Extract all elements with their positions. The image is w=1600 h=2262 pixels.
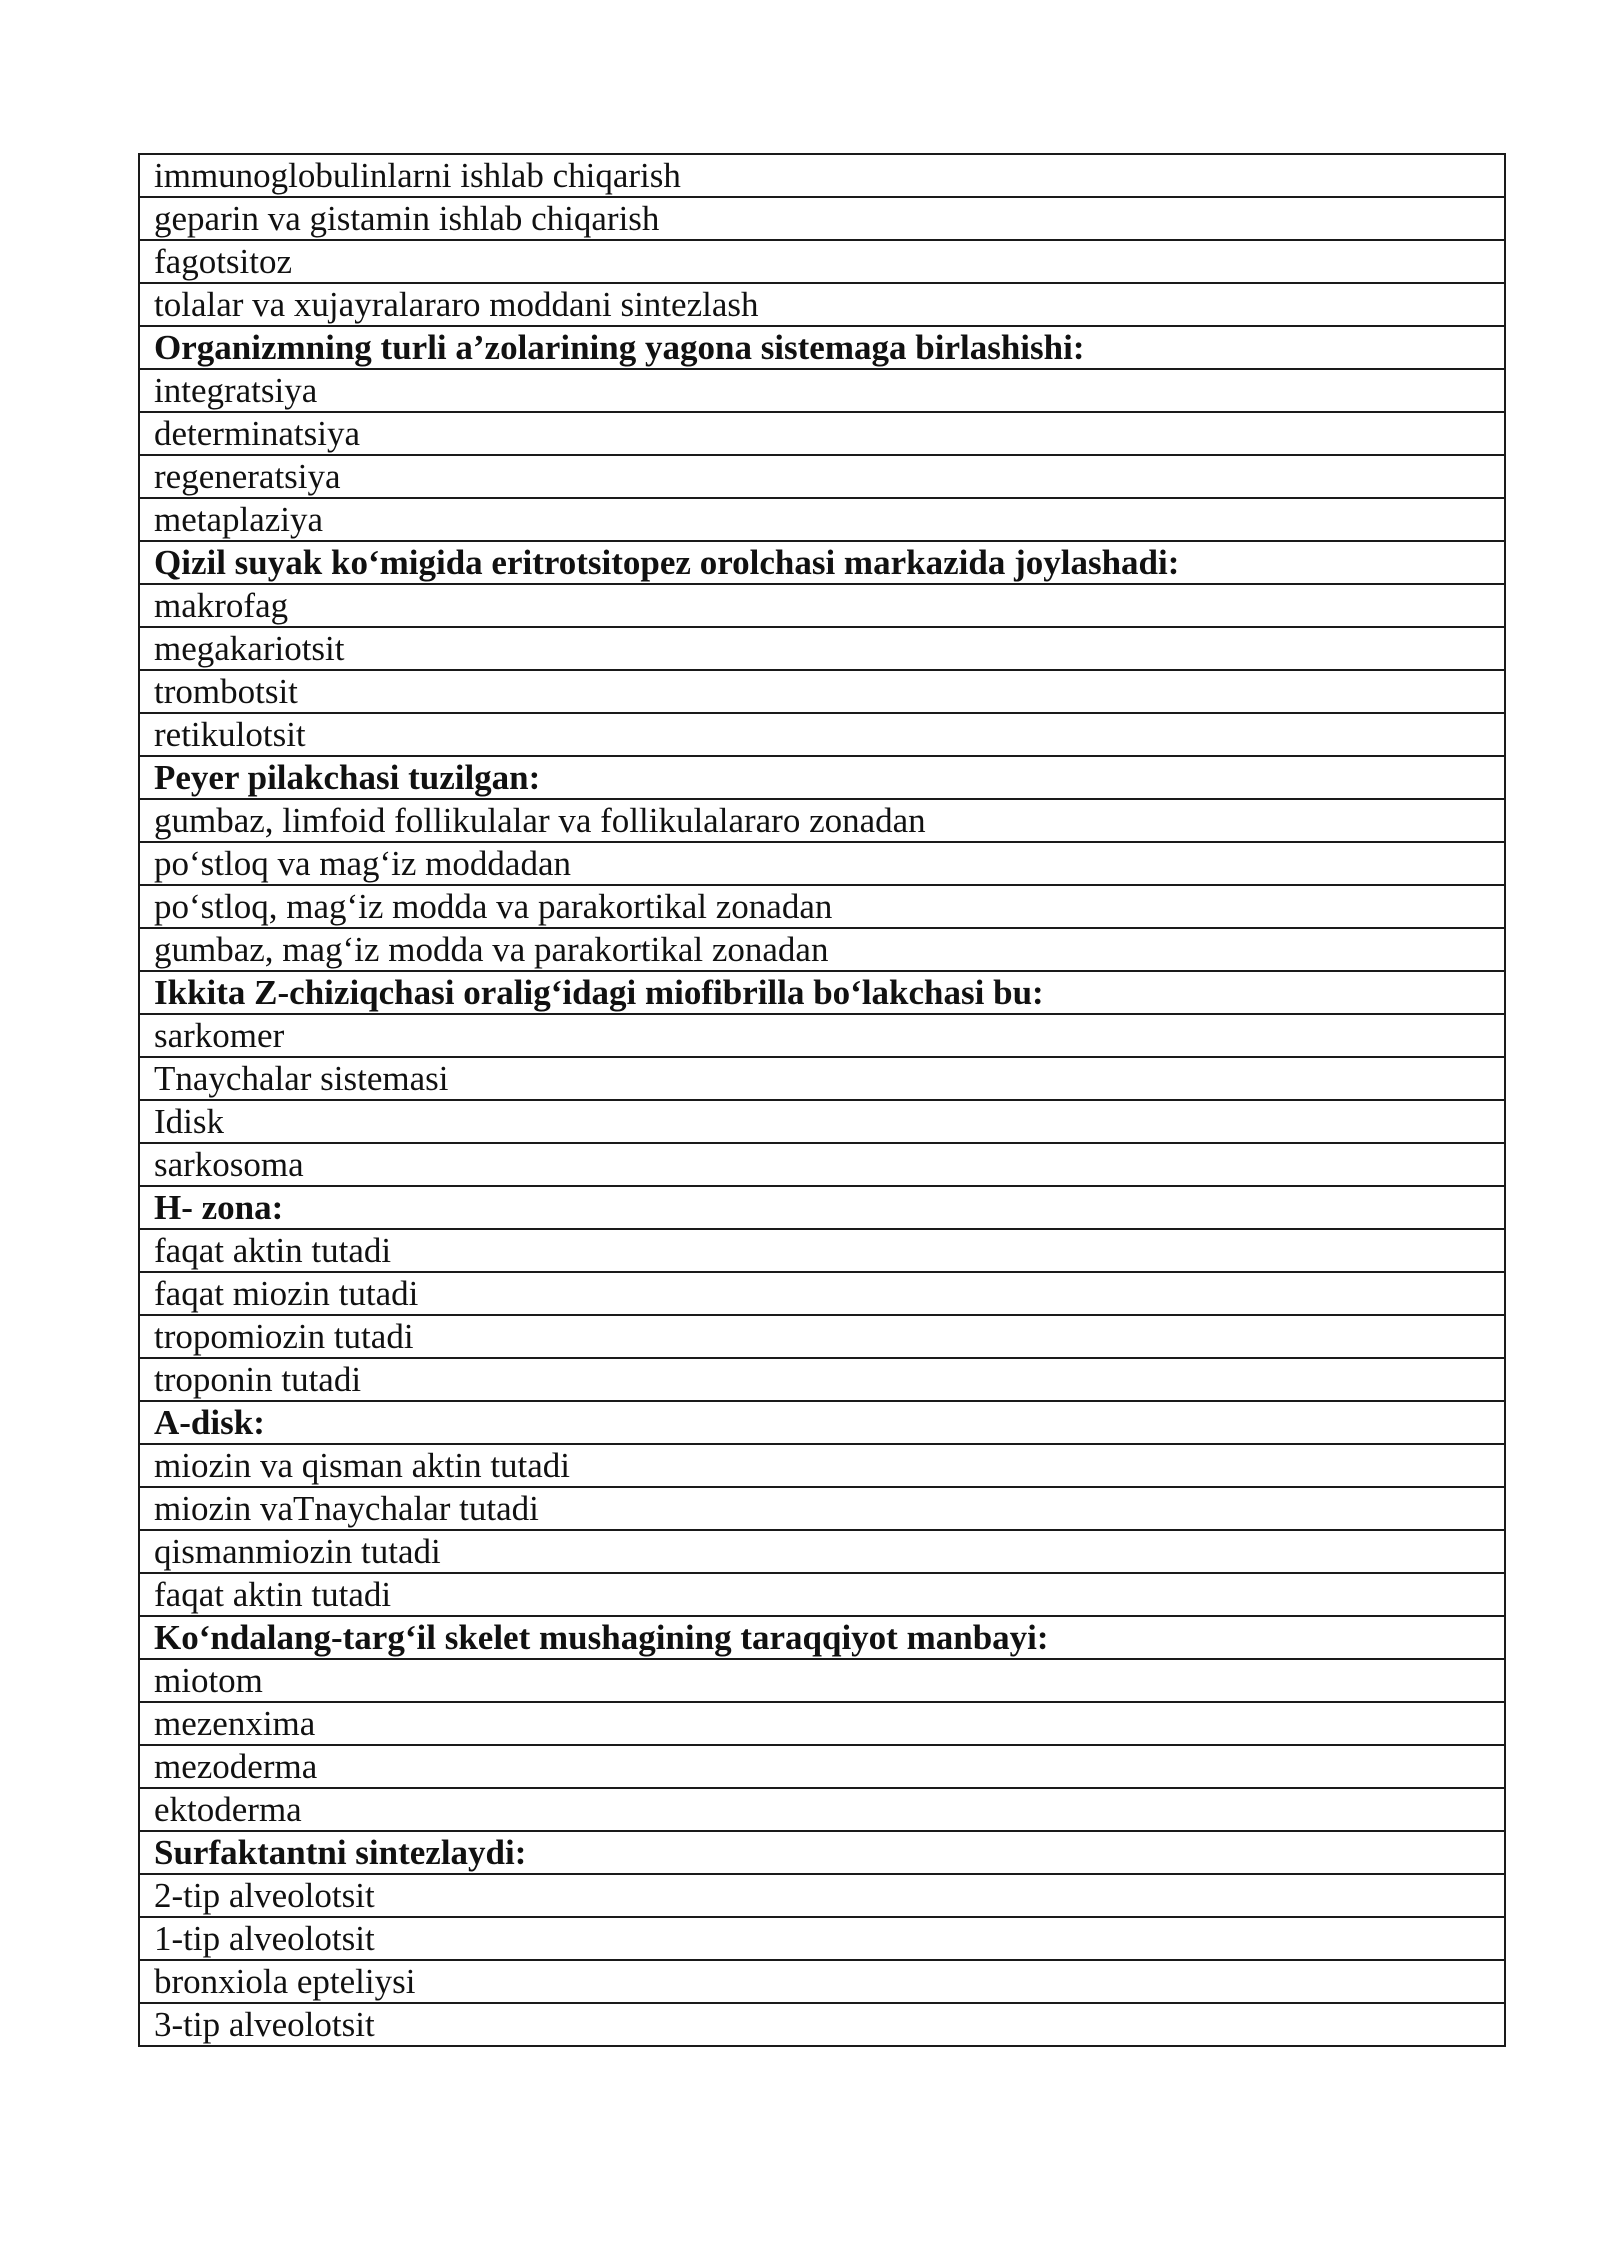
- answer-option-row: [139, 1788, 1505, 1831]
- answer-option-row: [139, 240, 1505, 283]
- answer-option-row: [139, 1315, 1505, 1358]
- answer-option-row: [139, 1229, 1505, 1272]
- answer-option-text: immunoglobulinlarni ishlab chiqarish: [139, 154, 1505, 197]
- answer-option-row: [139, 584, 1505, 627]
- question-row: [139, 971, 1505, 1014]
- answer-option-row: [139, 1057, 1505, 1100]
- question-text: Ko‘ndalang-targ‘il skelet mushagining taraqqiyot manbayi:: [139, 1616, 1505, 1659]
- answer-option-row: [139, 1143, 1505, 1186]
- question-row: [139, 1401, 1505, 1444]
- question-text: Surfaktantni sintezlaydi:: [139, 1831, 1505, 1874]
- answer-option-text: miozin vaTnaychalar tutadi: [139, 1487, 1505, 1530]
- answer-option-row: [139, 455, 1505, 498]
- answer-option-row: [139, 2003, 1505, 2046]
- answer-option-text: retikulotsit: [139, 713, 1505, 756]
- answer-option-text: megakariotsit: [139, 627, 1505, 670]
- answer-option-text: ektoderma: [139, 1788, 1505, 1831]
- question-row: [139, 326, 1505, 369]
- answer-option-text: troponin tutadi: [139, 1358, 1505, 1401]
- question-row: [139, 1186, 1505, 1229]
- question-row: [139, 541, 1505, 584]
- answer-option-row: [139, 1745, 1505, 1788]
- question-row: [139, 1616, 1505, 1659]
- answer-option-row: [139, 369, 1505, 412]
- answer-option-row: [139, 885, 1505, 928]
- answer-option-text: metaplaziya: [139, 498, 1505, 541]
- answer-option-text: makrofag: [139, 584, 1505, 627]
- answer-option-text: sarkomer: [139, 1014, 1505, 1057]
- answer-option-text: tropomiozin tutadi: [139, 1315, 1505, 1358]
- answer-option-text: 3-tip alveolotsit: [139, 2003, 1505, 2046]
- answer-option-text: fagotsitoz: [139, 240, 1505, 283]
- answer-option-text: Tnaychalar sistemasi: [139, 1057, 1505, 1100]
- answer-option-row: [139, 1444, 1505, 1487]
- answer-option-text: faqat aktin tutadi: [139, 1229, 1505, 1272]
- question-text: Peyer pilakchasi tuzilgan:: [139, 756, 1505, 799]
- answer-option-row: [139, 842, 1505, 885]
- quiz-table: [138, 153, 1506, 2047]
- question-row: [139, 1831, 1505, 1874]
- answer-option-text: gumbaz, mag‘iz modda va parakortikal zonadan: [139, 928, 1505, 971]
- answer-option-row: [139, 154, 1505, 197]
- answer-option-text: miotom: [139, 1659, 1505, 1702]
- question-text: Ikkita Z-chiziqchasi oralig‘idagi miofibrilla bo‘lakchasi bu:: [139, 971, 1505, 1014]
- answer-option-text: faqat miozin tutadi: [139, 1272, 1505, 1315]
- answer-option-row: [139, 412, 1505, 455]
- answer-option-text: tolalar va xujayralararo moddani sintezlash: [139, 283, 1505, 326]
- answer-option-row: [139, 1960, 1505, 2003]
- answer-option-row: [139, 1272, 1505, 1315]
- answer-option-text: gumbaz, limfoid follikulalar va follikulalararo zonadan: [139, 799, 1505, 842]
- question-text: Qizil suyak ko‘migida eritrotsitopez orolchasi markazida joylashadi:: [139, 541, 1505, 584]
- answer-option-text: determinatsiya: [139, 412, 1505, 455]
- answer-option-row: [139, 670, 1505, 713]
- answer-option-row: [139, 283, 1505, 326]
- answer-option-row: [139, 1358, 1505, 1401]
- answer-option-row: [139, 1659, 1505, 1702]
- answer-option-text: miozin va qisman aktin tutadi: [139, 1444, 1505, 1487]
- answer-option-row: [139, 799, 1505, 842]
- answer-option-text: geparin va gistamin ishlab chiqarish: [139, 197, 1505, 240]
- answer-option-text: sarkosoma: [139, 1143, 1505, 1186]
- answer-option-text: 2-tip alveolotsit: [139, 1874, 1505, 1917]
- answer-option-text: regeneratsiya: [139, 455, 1505, 498]
- answer-option-text: integratsiya: [139, 369, 1505, 412]
- answer-option-row: [139, 498, 1505, 541]
- answer-option-text: faqat aktin tutadi: [139, 1573, 1505, 1616]
- answer-option-text: mezenxima: [139, 1702, 1505, 1745]
- answer-option-row: [139, 1487, 1505, 1530]
- quiz-table-body: [139, 154, 1505, 2046]
- answer-option-text: po‘stloq va mag‘iz moddadan: [139, 842, 1505, 885]
- answer-option-row: [139, 1100, 1505, 1143]
- answer-option-text: mezoderma: [139, 1745, 1505, 1788]
- answer-option-text: Idisk: [139, 1100, 1505, 1143]
- answer-option-row: [139, 1530, 1505, 1573]
- answer-option-row: [139, 1014, 1505, 1057]
- answer-option-row: [139, 1702, 1505, 1745]
- answer-option-row: [139, 197, 1505, 240]
- answer-option-text: po‘stloq, mag‘iz modda va parakortikal zonadan: [139, 885, 1505, 928]
- question-text: Organizmning turli a’zolarining yagona sistemaga birlashishi:: [139, 326, 1505, 369]
- answer-option-text: bronxiola epteliysi: [139, 1960, 1505, 2003]
- answer-option-text: 1-tip alveolotsit: [139, 1917, 1505, 1960]
- answer-option-row: [139, 1573, 1505, 1616]
- answer-option-row: [139, 1874, 1505, 1917]
- answer-option-row: [139, 713, 1505, 756]
- answer-option-text: trombotsit: [139, 670, 1505, 713]
- answer-option-row: [139, 928, 1505, 971]
- answer-option-row: [139, 627, 1505, 670]
- answer-option-row: [139, 1917, 1505, 1960]
- question-text: H- zona:: [139, 1186, 1505, 1229]
- answer-option-text: qismanmiozin tutadi: [139, 1530, 1505, 1573]
- question-row: [139, 756, 1505, 799]
- question-text: A-disk:: [139, 1401, 1505, 1444]
